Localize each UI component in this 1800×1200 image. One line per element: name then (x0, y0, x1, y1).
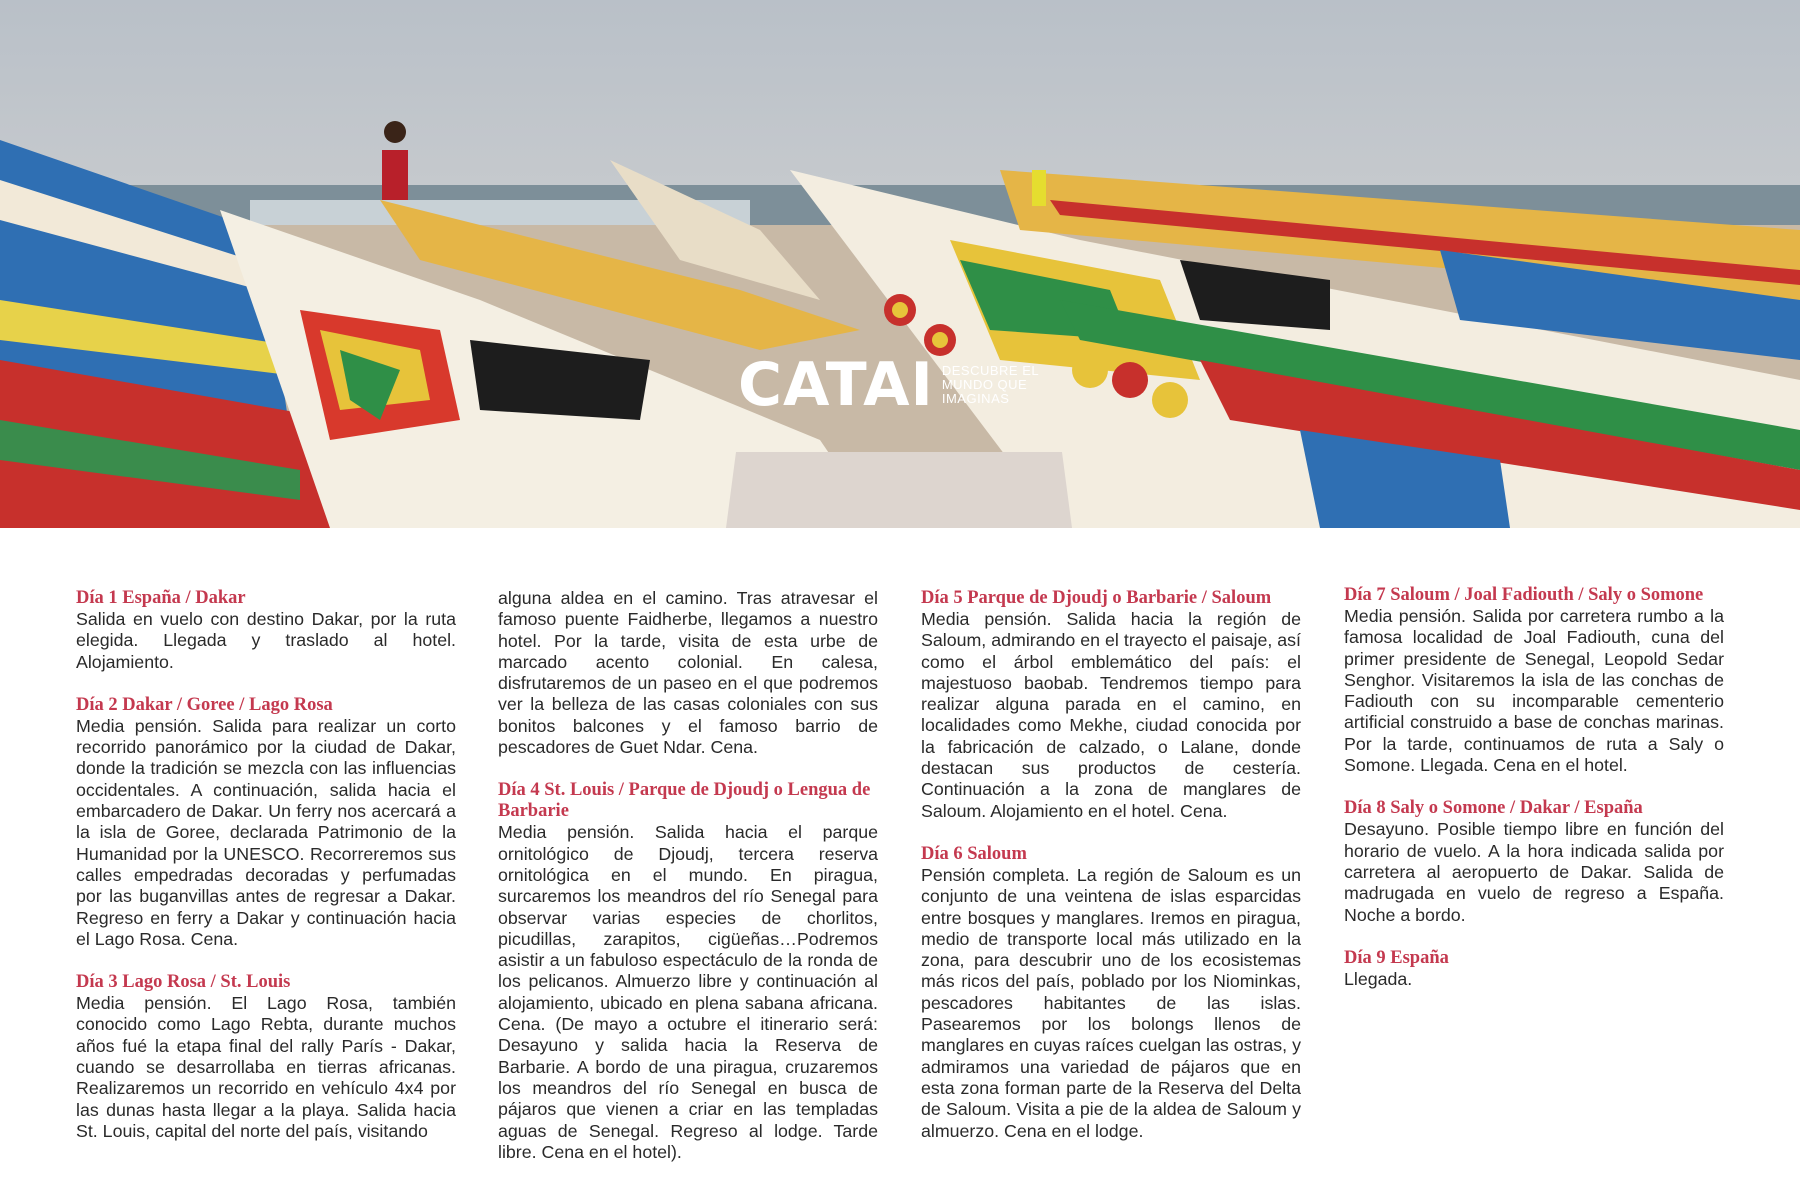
day-title: Día 3 Lago Rosa / St. Louis (76, 972, 291, 993)
column-3 (921, 588, 1301, 1164)
column-4 (1344, 585, 1724, 1012)
day-title: Día 6 Saloum (921, 843, 1027, 864)
day-title: Día 1 España / Dakar (76, 588, 246, 608)
day-1 (76, 588, 456, 673)
hero-photo (0, 0, 1800, 528)
day-body: Desayuno. Posible tiempo libre en función del horario de vuelo. A la hora indicada salida por carretera al aeropuerto de Dakar. Salida de madrugada en vuelo de regreso a España. Noche a bordo. (1344, 819, 1724, 925)
day-body: Media pensión. Salida hacia el parque ornitológico de Djoudj, tercera reserva ornitológica en el mundo. En piragua, surcaremos los meandros del río Senegal para observar varias especies de chorlitos, picudillas, zarapitos, cigüeñas…Podremos asistir a un fabuloso espectáculo de la ronda de los pelicanos. Almuerzo libre y continuación al alojamiento, ubicado en plena sabana africana. Cena. (De mayo a octubre el itinerario será: Desayuno y salida hacia la Reserva de Barbarie. A bordo de una piragua, cruzaremos los meandros del río Senegal en busca de pájaros que vienen a criar en las templadas aguas de Senegal. Regreso al lodge. Tarde libre. Cena en el hotel). (498, 822, 878, 1162)
tab-shape (726, 452, 1072, 528)
day-9 (1344, 948, 1724, 990)
column-2 (498, 588, 878, 1185)
day-title: Día 9 España (1344, 947, 1449, 968)
day-3-continuation: alguna aldea en el camino. Tras atravesar el famoso puente Faidherbe, llegamos a nuestro hotel. Por la tarde, visita de esta urbe de marcado acento colonial. En calesa, disfrutaremos de un paseo en el que podremos ver la belleza de las casas coloniales con sus bonitos balcones y el famoso barrio de pescadores de Guet Ndar. Cena. (498, 588, 878, 758)
day-body: Salida en vuelo con destino Dakar, por la ruta elegida. Llegada y traslado al hotel. Alojamiento. (76, 609, 456, 672)
day-body: Llegada. (1344, 968, 1413, 989)
day-title: Día 8 Saly o Somone / Dakar / España (1344, 798, 1643, 819)
logo-wordmark: CATAI (738, 350, 934, 420)
day-title: Día 5 Parque de Djoudj o Barbarie / Saloum (921, 588, 1272, 608)
brand-logo (738, 350, 1062, 420)
day-2 (76, 695, 456, 950)
day-3 (76, 972, 456, 1142)
day-title: Día 4 St. Louis / Parque de Djoudj o Lengua de Barbarie (498, 780, 871, 822)
day-7 (1344, 585, 1724, 776)
day-body: Media pensión. Salida por carretera rumbo a la famosa localidad de Joal Fadiouth, cuna del primer presidente de Senegal, Leopold Sedar Senghor. Visitaremos la isla de las conchas de Fadiouth con su incomparable cementerio artificial construido a base de conchas marinas. Por la tarde, continuamos de ruta a Saly o Somone. Llegada. Cena en el hotel. (1344, 606, 1724, 776)
day-8 (1344, 798, 1724, 925)
day-body: Media pensión. Salida hacia la región de Saloum, admirando en el trayecto el paisaje, así como el árbol emblemático del país: el majestuoso baobab. Tendremos tiempo para realizar alguna parada en el camino, en localidades como Mekhe, ciudad conocida por la fabricación de calzado, o Lalane, donde destacan sus productos de cestería. Continuación a la zona de manglares de Saloum. Alojamiento en el hotel. Cena. (921, 609, 1301, 821)
day-title: Día 7 Saloum / Joal Fadiouth / Saly o Somone (1344, 585, 1704, 605)
day-body: Media pensión. El Lago Rosa, también conocido como Lago Rebta, durante muchos años fué la etapa final del rally París - Dakar, cuando se desarrollaba en tierras africanas. Realizaremos un recorrido en vehículo 4x4 por las dunas hasta llegar a la playa. Salida hacia St. Louis, capital del norte del país, visitando (76, 993, 456, 1141)
column-1 (76, 588, 456, 1164)
logo-tagline: DESCUBRE EL MUNDO QUE IMAGINAS (941, 363, 1039, 406)
day-6 (921, 844, 1301, 1142)
boats-photo-icon (0, 0, 1800, 528)
day-5 (921, 588, 1301, 822)
day-body: Media pensión. Salida para realizar un corto recorrido panorámico por la ciudad de Dakar, donde la tradición se mezcla con las influencias occidentales. A continuación, salida hacia el embarcadero de Dakar. Un ferry nos acercará a la isla de Goree, declarada Patrimonio de la Humanidad por la UNESCO. Recorreremos sus calles empedradas decoradas y perfumadas por las buganvillas antes de regresar a Dakar. Regreso en ferry a Dakar y continuación hacia el Lago Rosa. Cena. (76, 715, 456, 949)
day-4 (498, 780, 878, 1163)
day-title: Día 2 Dakar / Goree / Lago Rosa (76, 694, 333, 715)
day-body: Pensión completa. La región de Saloum es un conjunto de una veintena de islas esparcidas entre bosques y manglares. Iremos en piragua, medio de transporte local más utilizado en la zona, para descubrir uno de los ecosistemas más ricos del país, poblado por los Niominkas, pescadores habitantes de las islas. Pasearemos por los bolongs llenos de manglares en cuyas raíces cuelgan las ostras, y admiramos una variedad de pájaros que en esta zona forman parte de la Reserva del Delta de Saloum. Visita a pie de la aldea de Saloum y almuerzo. Cena en el lodge. (921, 864, 1301, 1141)
